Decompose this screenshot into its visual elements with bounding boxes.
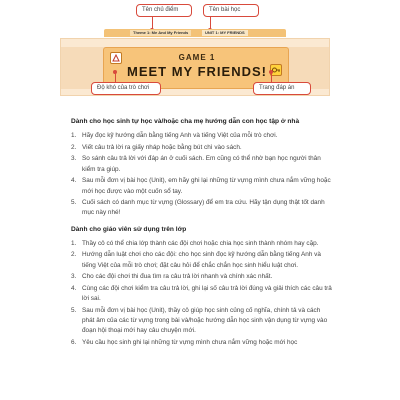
list-item [71, 306, 334, 337]
item-text: Thầy cô có thể chia lớp thành các đội chơi hoặc chia học sinh thành nhóm hay cặp. [82, 239, 319, 247]
item-number: 2. [71, 251, 77, 259]
item-number: 5. [71, 306, 77, 314]
item-number: 5. [71, 199, 77, 207]
item-number: 6. [71, 338, 77, 346]
callout-dot-answer [269, 70, 273, 74]
item-text: Hãy đọc kỹ hướng dẫn bằng tiếng Anh và tiếng Việt của mỗi trò chơi. [82, 132, 278, 139]
list-item [71, 176, 334, 196]
section-heading-students: Dành cho học sinh tự học và/hoặc cha mẹ hướng dẫn con học tập ở nhà [71, 118, 300, 125]
student-steps [71, 131, 334, 219]
item-number: 4. [71, 284, 77, 292]
item-number: 1. [71, 132, 77, 139]
list-item [71, 272, 334, 282]
item-text: So sánh câu trả lời với đáp án ở cuối sách. Em cũng có thể nhờ bạn học người thân kiểm tra giúp. [82, 155, 321, 173]
list-item [71, 198, 334, 218]
list-item [71, 131, 334, 141]
callout-lesson: Tên bài học [203, 4, 259, 17]
game-subtitle: MEET MY FRIENDS! [127, 64, 267, 79]
teacher-steps [71, 239, 334, 349]
list-item [71, 250, 334, 270]
list-item [71, 154, 334, 174]
item-number: 4. [71, 177, 77, 185]
item-number: 3. [71, 273, 77, 281]
list-item [71, 239, 334, 249]
list-item [71, 143, 334, 153]
callout-difficulty: Độ khó của trò chơi [91, 82, 161, 95]
callout-answer: Trang đáp án [253, 82, 311, 95]
callout-dot-difficulty [113, 70, 117, 74]
instructions [71, 118, 334, 350]
item-text: Hướng dẫn luật chơi cho các đội: cho học sinh đọc kỹ hướng dẫn bằng tiếng Anh và tiếng Việt của mỗi trò chơi; đặt câu hỏi để chắc chắn học sinh hiểu luật chơi. [82, 251, 321, 269]
unit-tag: UNIT 1: MY FRIENDS [202, 30, 248, 36]
callout-theme: Tên chủ điểm [136, 4, 192, 17]
section-heading-teachers: Dành cho giáo viên sử dụng trên lớp [71, 225, 187, 233]
list-item [71, 284, 334, 304]
item-number: 1. [71, 239, 77, 247]
item-text: Yêu cầu học sinh ghi lại những từ vựng mình chưa nắm vững hoặc mới học [82, 338, 298, 346]
item-text: Sau mỗi đơn vị bài học (Unit), em hãy ghi lại những từ vựng mình chưa nắm vững hoặc mới học được vào một cuốn sổ tay. [82, 177, 331, 195]
theme-tag: Theme 1: Me And My Friends [130, 30, 191, 36]
item-number: 2. [71, 143, 77, 151]
item-text: Viết câu trả lời ra giấy nháp hoặc bằng bút chì vào sách. [82, 143, 242, 151]
item-number: 3. [71, 155, 77, 163]
item-text: Cho các đội chơi thi đua tìm ra câu trả lời nhanh và chính xác nhất. [82, 273, 273, 281]
list-item [71, 338, 334, 348]
item-text: Sau mỗi đơn vị bài học (Unit), thầy cô giúp học sinh củng cố nghĩa, chính tả và cách phát âm của các từ vựng trong bài và/hoặc hướng dẫn học sinh vận dụng từ vựng vào đoạn hội thoại mới hay câu chuyện mới. [82, 306, 328, 335]
game-title: GAME 1 [178, 53, 216, 62]
item-text: Cuối sách có danh mục từ vựng (Glossary) để em tra cứu. Hãy tận dụng thật tốt danh mục này nhé! [82, 199, 325, 217]
item-text: Cùng các đội chơi kiểm tra câu trả lời, ghi lại số câu trả lời đúng và giải thích các câu trả lời sai. [82, 284, 332, 303]
